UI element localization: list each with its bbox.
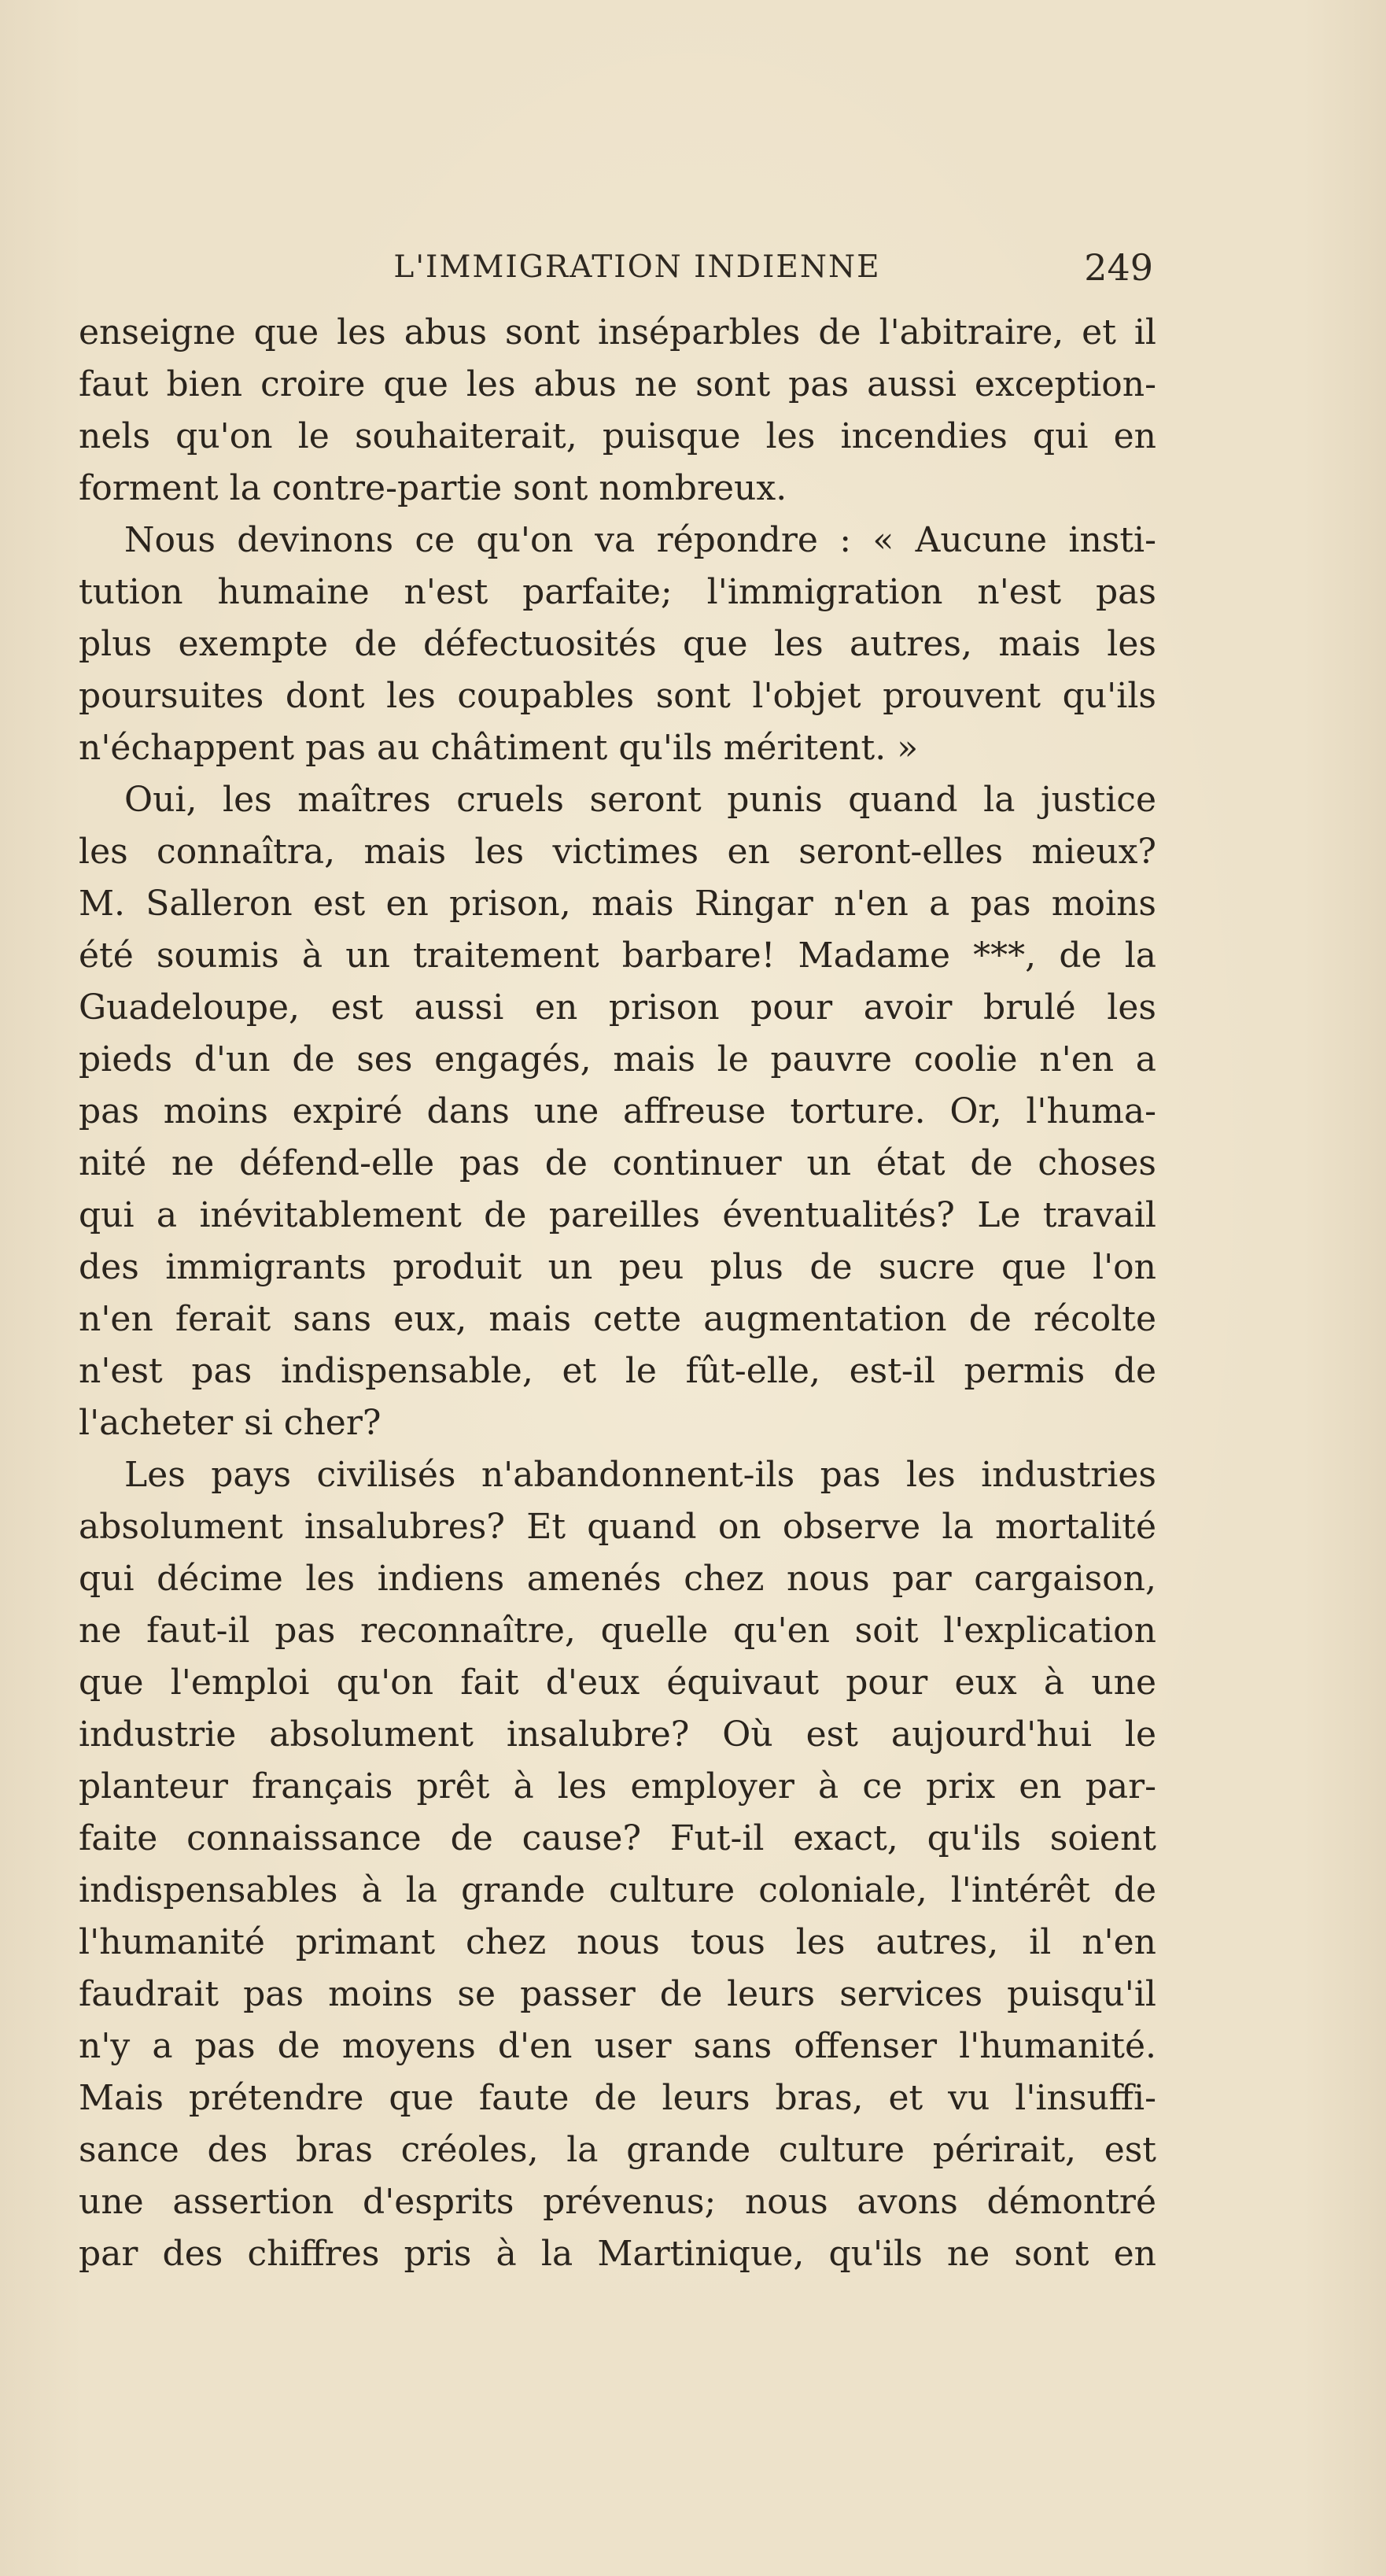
running-head <box>0 242 1386 293</box>
text-line: nité ne défend-elle pas de continuer un état de choses <box>79 1143 1156 1183</box>
text-line: faudrait pas moins se passer de leurs services puisqu'il <box>79 1974 1156 2014</box>
text-line: été soumis à un traitement barbare! Madame ***, de la <box>79 936 1156 976</box>
text-line: n'en ferait sans eux, mais cette augmentation de récolte <box>79 1299 1156 1339</box>
text-line: n'est pas indispensable, et le fût-elle, est-il permis de <box>79 1351 1156 1391</box>
text-line: l'acheter si cher? <box>79 1403 382 1443</box>
text-line: M. Salleron est en prison, mais Ringar n'en a pas moins <box>79 884 1156 924</box>
text-line: des immigrants produit un peu plus de sucre que l'on <box>79 1247 1156 1287</box>
text-line: enseigne que les abus sont inséparbles de l'abitraire, et il <box>79 312 1156 352</box>
text-line: Guadeloupe, est aussi en prison pour avoir brulé les <box>79 987 1156 1028</box>
text-line: forment la contre-partie sont nombreux. <box>79 468 787 508</box>
paragraph-first-line: Les pays civilisés n'abandonnent-ils pas les industries <box>124 1455 1156 1495</box>
body-text <box>79 307 1156 2280</box>
paragraph-first-line: Nous devinons ce qu'on va répondre : « Aucune insti- <box>124 520 1156 560</box>
text-line: qui décime les indiens amenés chez nous par cargaison, <box>79 1559 1156 1599</box>
text-line: industrie absolument insalubre? Où est aujourd'hui le <box>79 1714 1156 1755</box>
page-number: 249 <box>1084 246 1153 289</box>
text-line: n'échappent pas au châtiment qu'ils méritent. » <box>79 728 919 768</box>
text-line: pas moins expiré dans une affreuse torture. Or, l'huma- <box>79 1091 1156 1131</box>
text-line: nels qu'on le souhaiterait, puisque les incendies qui en <box>79 416 1156 456</box>
text-line: absolument insalubres? Et quand on observe la mortalité <box>79 1507 1156 1547</box>
text-line: plus exempte de défectuosités que les autres, mais les <box>79 624 1156 664</box>
text-line: par des chiffres pris à la Martinique, qu'ils ne sont en <box>79 2234 1156 2274</box>
text-line: qui a inévitablement de pareilles éventualités? Le travail <box>79 1195 1156 1235</box>
text-line: planteur français prêt à les employer à ce prix en par- <box>79 1766 1156 1807</box>
running-title: L'IMMIGRATION INDIENNE <box>393 249 881 285</box>
paragraph-first-line: Oui, les maîtres cruels seront punis quand la justice <box>124 780 1156 820</box>
text-line: ne faut-il pas reconnaître, quelle qu'en soit l'explication <box>79 1611 1156 1651</box>
text-line: n'y a pas de moyens d'en user sans offenser l'humanité. <box>79 2026 1156 2066</box>
text-line: faite connaissance de cause? Fut-il exact, qu'ils soient <box>79 1818 1156 1858</box>
text-line: poursuites dont les coupables sont l'objet prouvent qu'ils <box>79 676 1156 716</box>
text-line: Mais prétendre que faute de leurs bras, et vu l'insuffi- <box>79 2078 1156 2118</box>
text-line: indispensables à la grande culture coloniale, l'intérêt de <box>79 1870 1156 1910</box>
text-line: les connaîtra, mais les victimes en seront-elles mieux? <box>79 832 1156 872</box>
text-line: que l'emploi qu'on fait d'eux équivaut pour eux à une <box>79 1663 1156 1703</box>
text-line: faut bien croire que les abus ne sont pas aussi exception- <box>79 364 1156 404</box>
text-line: une assertion d'esprits prévenus; nous avons démontré <box>79 2182 1156 2222</box>
text-line: sance des bras créoles, la grande culture périrait, est <box>79 2130 1156 2170</box>
text-line: l'humanité primant chez nous tous les autres, il n'en <box>79 1922 1156 1962</box>
text-line: tution humaine n'est parfaite; l'immigration n'est pas <box>79 572 1156 612</box>
text-line: pieds d'un de ses engagés, mais le pauvre coolie n'en a <box>79 1039 1156 1079</box>
